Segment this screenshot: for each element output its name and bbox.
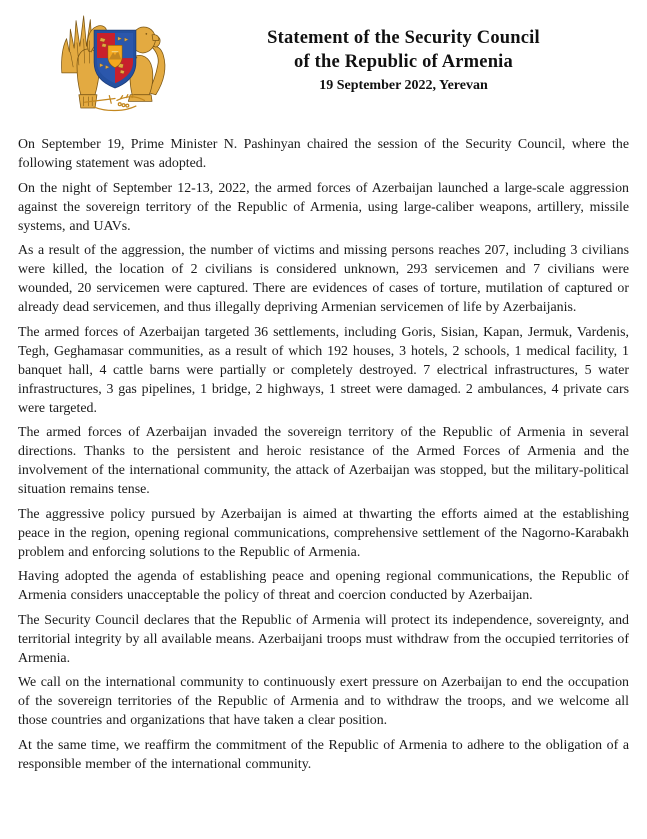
paragraph-4: The armed forces of Azerbaijan targeted 36 settlements, including Goris, Sisian, Kapan, Jermuk, Vardenis, Tegh, Geghamasar communities, as a result of which 192 houses, 3 hotels, 2 schools, 1 medical facility, 1 banquet hall, 4 cattle barns were partially or completely destroyed. 7 electrical infrastructures, 5 water infrastructures, 3 gas pipelines, 1 bridge, 2 highways, 1 street were damaged. 2 ambulances, 4 private cars were targeted. xyxy=(18,324,629,416)
armenia-coat-of-arms-icon xyxy=(58,8,172,118)
shield-icon xyxy=(94,30,136,88)
paragraph-2: On the night of September 12-13, 2022, the armed forces of Azerbaijan launched a large-scale aggression against the sovereign territory of the Republic of Armenia, using large-caliber weapons, artillery, missile systems, and UAVs. xyxy=(18,180,629,234)
paragraph-1: On September 19, Prime Minister N. Pashinyan chaired the session of the Security Council, where the following statement was adopted. xyxy=(18,137,629,171)
paragraph-6: The aggressive policy pursued by Azerbaijan is aimed at thwarting the efforts aimed at the establishing peace in the region, opening regional communications, comprehensive settlement of the Nagorno-Karabakh problem and enforcing solutions to the Republic of Armenia. xyxy=(18,506,629,560)
paragraph-10: At the same time, we reaffirm the commitment of the Republic of Armenia to adhere to the obligation of a responsible member of the international community. xyxy=(18,737,629,772)
paragraph-3: As a result of the aggression, the number of victims and missing persons reaches 207, including 3 civilians were killed, the location of 2 civilians is considered unknown, 293 servicemen and 7 civilians were wounded, 20 servicemen were captured. There are evidences of cases of torture, mutilation of captured or already dead servicemen, and thus illegally depriving Armenian servicemen of life by Azerbaijanis. xyxy=(18,243,629,315)
document-date: 19 September 2022, Yerevan xyxy=(319,78,488,93)
paragraph-9: We call on the international community to continuously exert pressure on Azerbaijan to end the occupation of the sovereign territories of the Republic of Armenia and to withdraw the troops, and we welcome all those countries and organizations that have taken a clear position. xyxy=(18,675,629,728)
paragraph-5: The armed forces of Azerbaijan invaded the sovereign territory of the Republic of Armenia in several directions. Thanks to the persistent and heroic resistance of the Armed Forces of Armenia and the involvement of the international community, the attack of Azerbaijan was stopped, but the military-political situation remains tense. xyxy=(18,425,629,497)
document-header xyxy=(0,0,647,118)
title-line-1: Statement of the Security Council xyxy=(267,28,540,48)
paragraph-8: The Security Council declares that the Republic of Armenia will protect its independence, sovereignty, and territorial integrity by all available means. Azerbaijani troops must withdraw from the occupied territories of Armenia. xyxy=(18,612,629,666)
paragraph-7: Having adopted the agenda of establishing peace and opening regional communications, the Republic of Armenia considers unacceptable the policy of threat and coercion conducted by Azerbaijan. xyxy=(18,569,629,603)
statement-body xyxy=(0,118,647,774)
title-block xyxy=(172,8,635,94)
title-line-2: of the Republic of Armenia xyxy=(294,51,513,72)
coat-of-arms-svg xyxy=(58,8,172,113)
document-title xyxy=(172,27,635,74)
